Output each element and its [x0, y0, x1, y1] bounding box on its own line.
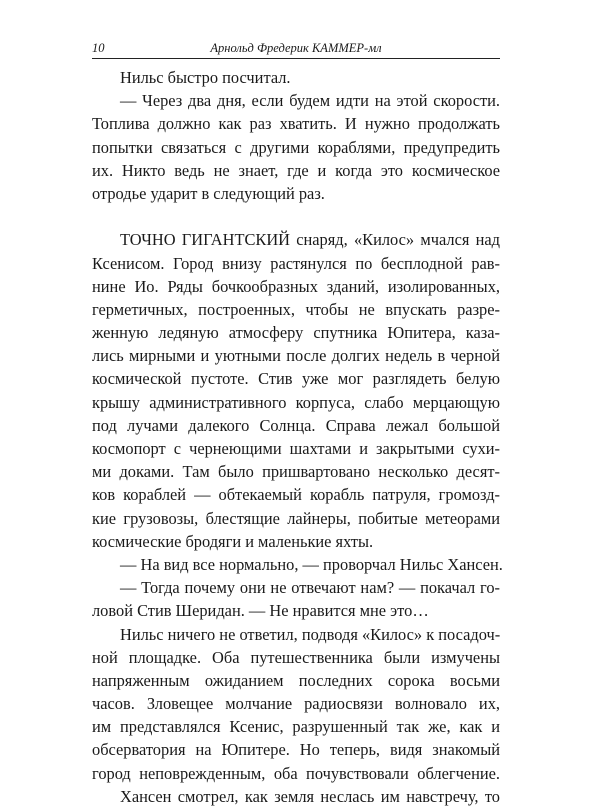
text-line: часов. Зловещее молчание радиосвязи волновало их,	[92, 694, 500, 714]
text-line: — Через два дня, если будем идти на этой скорости.	[120, 91, 500, 111]
text-line: ной площадке. Оба путешественника были измучены	[92, 647, 500, 667]
text-line: женную ледяную атмосферу спутника Юпитера, каза-	[92, 323, 500, 343]
text-line: отродье ударит в следующий раз.	[92, 183, 325, 203]
text-line: ков кораблей — обтекаемый корабль патруля, громозд-	[92, 485, 500, 505]
text-line: ловой Стив Шеридан. — Не нравится мне это…	[92, 601, 429, 621]
text-line: напряженным ожиданием последних сорока восьми	[92, 670, 500, 690]
text-line: ми доками. Там было пришвартовано несколько десят-	[92, 462, 500, 482]
text-line: Ксенисом. Город внизу растянулся по бесплодной рав-	[92, 253, 500, 273]
header-rule	[92, 58, 500, 59]
running-title: Арнольд Фредерик КАММЕР-мл	[210, 41, 382, 55]
text-line: попытки связаться с другими кораблями, предупредить	[92, 137, 500, 157]
text-line: Нильс быстро посчитал.	[120, 68, 291, 87]
section-break	[92, 205, 500, 228]
text-line: — На вид все нормально, — проворчал Нильс Хансен.	[120, 554, 503, 574]
running-head	[92, 39, 500, 57]
text-line: космической пустоте. Стив уже мог разглядеть белую	[92, 369, 500, 389]
text-line: лись мирными и уютными после долгих недель в черной	[92, 346, 500, 366]
text-line: им представлялся Ксенис, разрушенный так же, как и	[92, 717, 500, 737]
body-text	[92, 66, 503, 808]
text-line: — Тогда почему они не отвечают нам? — покачал го-	[120, 578, 500, 598]
text-line: герметичных, построенных, чтобы не впускать разре-	[92, 299, 500, 319]
text-line: нине Ио. Ряды бочкообразных зданий, изолированных,	[92, 276, 500, 296]
text-line: их. Никто ведь не знает, где и когда это космическое	[92, 160, 500, 180]
text-line: космические бродяги и маленькие яхты.	[92, 531, 374, 551]
text-line: Нильс ничего не ответил, подводя «Килос» к посадоч-	[120, 624, 501, 644]
text-line: город неповрежденным, оба почувствовали облегчение.	[92, 763, 500, 783]
page-number: 10	[92, 41, 105, 55]
text-line: под лучами далекого Солнца. Справа лежал большой	[92, 415, 500, 435]
text-line: кие грузовозы, блестящие лайнеры, побитые метеорами	[92, 508, 500, 528]
text-line: обсерватория на Юпитере. Но теперь, видя знакомый	[92, 740, 500, 760]
text-line: Топлива должно как раз хватить. И нужно продолжать	[92, 114, 500, 134]
text-line: ТОЧНО ГИГАНТСКИЙ снаряд, «Килос» мчался над	[120, 230, 500, 250]
text-line: космопорт с чернеющими шахтами и закрытыми сухи-	[92, 439, 500, 458]
text-line: крышу административного корпуса, слабо мерцающую	[92, 392, 500, 412]
text-line: Хансен смотрел, как земля неслась им навстречу, то	[120, 786, 500, 806]
